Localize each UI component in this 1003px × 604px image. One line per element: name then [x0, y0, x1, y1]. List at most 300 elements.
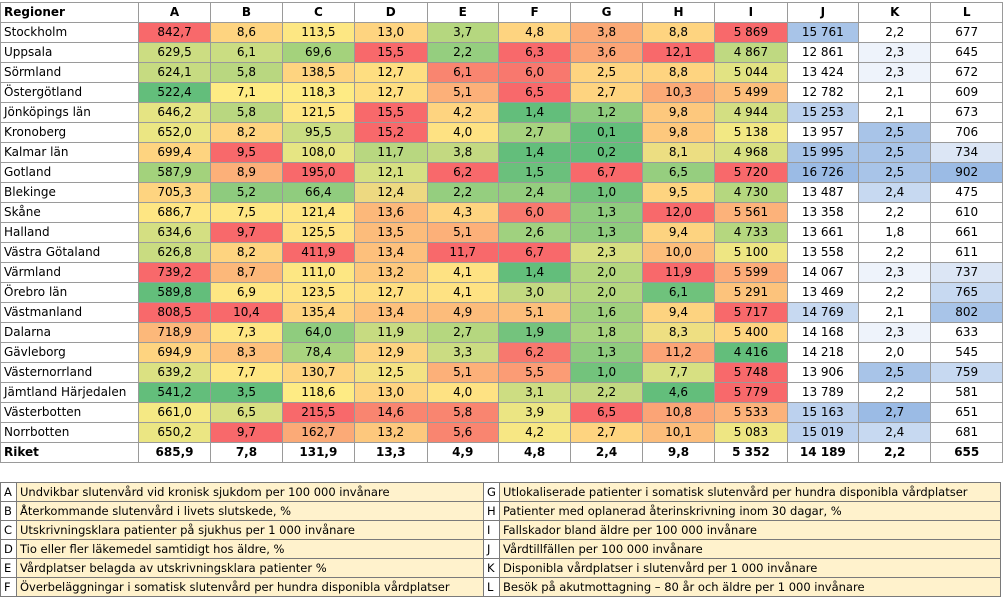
- value-cell: 581: [931, 383, 1003, 403]
- value-cell: 12,0: [642, 203, 714, 223]
- value-cell: 64,0: [282, 323, 354, 343]
- table-row: [1, 163, 1003, 183]
- value-cell: 5,1: [498, 303, 570, 323]
- value-cell: 2,1: [859, 103, 931, 123]
- table-row: [1, 363, 1003, 383]
- value-cell: 6,1: [642, 283, 714, 303]
- legend-row: [1, 578, 1001, 597]
- value-cell: 4,1: [427, 283, 498, 303]
- value-cell: 1,5: [498, 163, 570, 183]
- value-cell: 6,0: [498, 63, 570, 83]
- value-cell: 6,2: [498, 343, 570, 363]
- value-cell: 15 995: [787, 143, 858, 163]
- value-cell: 113,5: [282, 23, 354, 43]
- legend-key: J: [484, 540, 500, 559]
- value-cell: 4,8: [498, 23, 570, 43]
- value-cell: 14 218: [787, 343, 858, 363]
- column-header-i: I: [715, 3, 787, 23]
- value-cell: 8,3: [211, 343, 282, 363]
- legend-row: [1, 502, 1001, 521]
- value-cell: 4,6: [642, 383, 714, 403]
- value-cell: 10,1: [642, 423, 714, 443]
- value-cell: 9,7: [211, 423, 282, 443]
- value-cell: 6,0: [498, 203, 570, 223]
- value-cell: 2,0: [571, 263, 642, 283]
- value-cell: 130,7: [282, 363, 354, 383]
- value-cell: 5 561: [715, 203, 787, 223]
- column-header-e: E: [427, 3, 498, 23]
- value-cell: 118,3: [282, 83, 354, 103]
- value-cell: 6,1: [427, 63, 498, 83]
- value-cell: 626,8: [138, 243, 210, 263]
- value-cell: 2,7: [571, 83, 642, 103]
- table-row: [1, 63, 1003, 83]
- value-cell: 3,8: [427, 143, 498, 163]
- value-cell: 15 761: [787, 23, 858, 43]
- legend-row: [1, 559, 1001, 578]
- region-name: Kalmar län: [1, 143, 139, 163]
- value-cell: 1,9: [498, 323, 570, 343]
- value-cell: 5 044: [715, 63, 787, 83]
- value-cell: 10,8: [642, 403, 714, 423]
- total-value-cell: 9,8: [642, 443, 714, 463]
- value-cell: 13 558: [787, 243, 858, 263]
- legend-key: A: [1, 483, 17, 502]
- total-value-cell: 655: [931, 443, 1003, 463]
- region-name: Norrbotten: [1, 423, 139, 443]
- value-cell: 651: [931, 403, 1003, 423]
- value-cell: 2,2: [859, 283, 931, 303]
- value-cell: 95,5: [282, 123, 354, 143]
- value-cell: 7,7: [642, 363, 714, 383]
- value-cell: 739,2: [138, 263, 210, 283]
- region-name: Uppsala: [1, 43, 139, 63]
- table-row: [1, 83, 1003, 103]
- column-header-f: F: [498, 3, 570, 23]
- region-name: Västmanland: [1, 303, 139, 323]
- legend-text: Överbeläggningar i somatisk slutenvård per hundra disponibla vårdplatser: [17, 578, 484, 597]
- value-cell: 2,1: [859, 303, 931, 323]
- value-cell: 1,3: [571, 203, 642, 223]
- value-cell: 737: [931, 263, 1003, 283]
- value-cell: 1,8: [859, 223, 931, 243]
- value-cell: 11,7: [355, 143, 427, 163]
- value-cell: 4,3: [427, 203, 498, 223]
- value-cell: 3,1: [498, 383, 570, 403]
- value-cell: 2,3: [859, 63, 931, 83]
- value-cell: 624,1: [138, 63, 210, 83]
- value-cell: 6,9: [211, 283, 282, 303]
- value-cell: 4,2: [427, 103, 498, 123]
- table-row: [1, 143, 1003, 163]
- header-row: [1, 3, 1003, 23]
- value-cell: 589,8: [138, 283, 210, 303]
- region-name: Jämtland Härjedalen: [1, 383, 139, 403]
- value-cell: 12,7: [355, 63, 427, 83]
- table-row: [1, 343, 1003, 363]
- value-cell: 5 400: [715, 323, 787, 343]
- value-cell: 1,8: [571, 323, 642, 343]
- legend-key: B: [1, 502, 17, 521]
- value-cell: 759: [931, 363, 1003, 383]
- value-cell: 162,7: [282, 423, 354, 443]
- value-cell: 2,0: [571, 283, 642, 303]
- value-cell: 13,0: [355, 23, 427, 43]
- value-cell: 13,4: [355, 303, 427, 323]
- value-cell: 13 661: [787, 223, 858, 243]
- value-cell: 673: [931, 103, 1003, 123]
- legend-key: G: [484, 483, 500, 502]
- value-cell: 2,4: [859, 183, 931, 203]
- value-cell: 13 487: [787, 183, 858, 203]
- value-cell: 6,7: [498, 243, 570, 263]
- value-cell: 2,5: [859, 363, 931, 383]
- value-cell: 650,2: [138, 423, 210, 443]
- value-cell: 2,0: [859, 343, 931, 363]
- value-cell: 13 358: [787, 203, 858, 223]
- value-cell: 6,5: [498, 83, 570, 103]
- value-cell: 5,8: [211, 103, 282, 123]
- value-cell: 9,8: [642, 123, 714, 143]
- value-cell: 5 720: [715, 163, 787, 183]
- value-cell: 677: [931, 23, 1003, 43]
- value-cell: 541,2: [138, 383, 210, 403]
- value-cell: 14 168: [787, 323, 858, 343]
- value-cell: 5,5: [498, 363, 570, 383]
- value-cell: 1,6: [571, 303, 642, 323]
- table-row: [1, 183, 1003, 203]
- value-cell: 0,2: [571, 143, 642, 163]
- value-cell: 5 291: [715, 283, 787, 303]
- value-cell: 2,2: [859, 203, 931, 223]
- value-cell: 610: [931, 203, 1003, 223]
- value-cell: 15,5: [355, 43, 427, 63]
- value-cell: 12,7: [355, 83, 427, 103]
- value-cell: 2,4: [498, 183, 570, 203]
- value-cell: 123,5: [282, 283, 354, 303]
- value-cell: 5 100: [715, 243, 787, 263]
- value-cell: 78,4: [282, 343, 354, 363]
- region-name: Västernorrland: [1, 363, 139, 383]
- legend-key: F: [1, 578, 17, 597]
- value-cell: 5 083: [715, 423, 787, 443]
- value-cell: 4,2: [498, 423, 570, 443]
- column-header-g: G: [571, 3, 642, 23]
- value-cell: 9,5: [642, 183, 714, 203]
- value-cell: 14 067: [787, 263, 858, 283]
- value-cell: 4,9: [427, 303, 498, 323]
- value-cell: 69,6: [282, 43, 354, 63]
- value-cell: 802: [931, 303, 1003, 323]
- legend-key: I: [484, 521, 500, 540]
- value-cell: 672: [931, 63, 1003, 83]
- value-cell: 4,0: [427, 383, 498, 403]
- value-cell: 587,9: [138, 163, 210, 183]
- table-row: [1, 303, 1003, 323]
- value-cell: 12 782: [787, 83, 858, 103]
- table-row: [1, 403, 1003, 423]
- value-cell: 5,8: [211, 63, 282, 83]
- value-cell: 13,2: [355, 423, 427, 443]
- value-cell: 3,7: [427, 23, 498, 43]
- value-cell: 12,9: [355, 343, 427, 363]
- column-header-regioner: Regioner: [1, 3, 139, 23]
- column-header-c: C: [282, 3, 354, 23]
- value-cell: 2,5: [859, 163, 931, 183]
- value-cell: 705,3: [138, 183, 210, 203]
- table-row: [1, 283, 1003, 303]
- value-cell: 138,5: [282, 63, 354, 83]
- region-name: Stockholm: [1, 23, 139, 43]
- region-name: Östergötland: [1, 83, 139, 103]
- value-cell: 5 748: [715, 363, 787, 383]
- region-indicator-table: [0, 2, 1003, 463]
- value-cell: 7,3: [211, 323, 282, 343]
- value-cell: 12,5: [355, 363, 427, 383]
- value-cell: 2,2: [859, 383, 931, 403]
- value-cell: 4 867: [715, 43, 787, 63]
- value-cell: 15,2: [355, 123, 427, 143]
- region-name: Kronoberg: [1, 123, 139, 143]
- total-row: [1, 443, 1003, 463]
- legend-key: K: [484, 559, 500, 578]
- legend-text: Tio eller fler läkemedel samtidigt hos äldre, %: [17, 540, 484, 559]
- value-cell: 2,2: [427, 183, 498, 203]
- value-cell: 2,2: [427, 43, 498, 63]
- value-cell: 6,5: [571, 403, 642, 423]
- region-name: Dalarna: [1, 323, 139, 343]
- value-cell: 734: [931, 143, 1003, 163]
- value-cell: 13 424: [787, 63, 858, 83]
- value-cell: 652,0: [138, 123, 210, 143]
- column-header-d: D: [355, 3, 427, 23]
- table-row: [1, 23, 1003, 43]
- value-cell: 5 138: [715, 123, 787, 143]
- value-cell: 634,6: [138, 223, 210, 243]
- column-header-h: H: [642, 3, 714, 23]
- legend-key: L: [484, 578, 500, 597]
- value-cell: 8,1: [642, 143, 714, 163]
- value-cell: 11,9: [642, 263, 714, 283]
- value-cell: 1,2: [571, 103, 642, 123]
- total-value-cell: 685,9: [138, 443, 210, 463]
- value-cell: 5,1: [427, 83, 498, 103]
- value-cell: 15 163: [787, 403, 858, 423]
- value-cell: 2,7: [859, 403, 931, 423]
- value-cell: 686,7: [138, 203, 210, 223]
- value-cell: 5 869: [715, 23, 787, 43]
- value-cell: 2,1: [859, 83, 931, 103]
- value-cell: 706: [931, 123, 1003, 143]
- value-cell: 7,7: [211, 363, 282, 383]
- value-cell: 2,7: [498, 123, 570, 143]
- table-row: [1, 383, 1003, 403]
- value-cell: 6,7: [571, 163, 642, 183]
- value-cell: 8,8: [642, 63, 714, 83]
- column-header-l: L: [931, 3, 1003, 23]
- value-cell: 121,4: [282, 203, 354, 223]
- value-cell: 0,1: [571, 123, 642, 143]
- value-cell: 2,6: [498, 223, 570, 243]
- total-value-cell: 131,9: [282, 443, 354, 463]
- value-cell: 118,6: [282, 383, 354, 403]
- value-cell: 2,5: [859, 143, 931, 163]
- total-label: Riket: [1, 443, 139, 463]
- value-cell: 135,4: [282, 303, 354, 323]
- value-cell: 7,5: [211, 203, 282, 223]
- value-cell: 4 416: [715, 343, 787, 363]
- table-row: [1, 103, 1003, 123]
- value-cell: 15 253: [787, 103, 858, 123]
- value-cell: 611: [931, 243, 1003, 263]
- value-cell: 6,1: [211, 43, 282, 63]
- value-cell: 629,5: [138, 43, 210, 63]
- total-value-cell: 2,2: [859, 443, 931, 463]
- legend-key: H: [484, 502, 500, 521]
- value-cell: 5 533: [715, 403, 787, 423]
- value-cell: 646,2: [138, 103, 210, 123]
- table-row: [1, 423, 1003, 443]
- region-name: Gotland: [1, 163, 139, 183]
- value-cell: 66,4: [282, 183, 354, 203]
- value-cell: 2,3: [859, 43, 931, 63]
- value-cell: 9,4: [642, 223, 714, 243]
- total-value-cell: 13,3: [355, 443, 427, 463]
- legend-row: [1, 483, 1001, 502]
- value-cell: 195,0: [282, 163, 354, 183]
- legend-text: Besök på akutmottagning – 80 år och äldre per 1 000 invånare: [500, 578, 1001, 597]
- value-cell: 5 499: [715, 83, 787, 103]
- value-cell: 718,9: [138, 323, 210, 343]
- value-cell: 15 019: [787, 423, 858, 443]
- value-cell: 4,1: [427, 263, 498, 283]
- legend-key: C: [1, 521, 17, 540]
- value-cell: 6,5: [642, 163, 714, 183]
- value-cell: 13,5: [355, 223, 427, 243]
- value-cell: 1,3: [571, 223, 642, 243]
- region-name: Skåne: [1, 203, 139, 223]
- value-cell: 10,3: [642, 83, 714, 103]
- value-cell: 5,1: [427, 363, 498, 383]
- value-cell: 765: [931, 283, 1003, 303]
- value-cell: 108,0: [282, 143, 354, 163]
- table-row: [1, 43, 1003, 63]
- legend-text: Disponibla vårdplatser i slutenvård per 1 000 invånare: [500, 559, 1001, 578]
- value-cell: 12 861: [787, 43, 858, 63]
- value-cell: 16 726: [787, 163, 858, 183]
- value-cell: 411,9: [282, 243, 354, 263]
- value-cell: 12,1: [355, 163, 427, 183]
- legend-text: Patienter med oplanerad återinskrivning inom 30 dagar, %: [500, 502, 1001, 521]
- value-cell: 8,9: [211, 163, 282, 183]
- value-cell: 9,8: [642, 103, 714, 123]
- value-cell: 13,6: [355, 203, 427, 223]
- value-cell: 5 599: [715, 263, 787, 283]
- value-cell: 13,2: [355, 263, 427, 283]
- value-cell: 7,1: [211, 83, 282, 103]
- column-header-a: A: [138, 3, 210, 23]
- value-cell: 8,6: [211, 23, 282, 43]
- value-cell: 8,7: [211, 263, 282, 283]
- legend-text: Utlokaliserade patienter i somatisk slutenvård per hundra disponibla vårdplatser: [500, 483, 1001, 502]
- value-cell: 3,3: [427, 343, 498, 363]
- value-cell: 14,6: [355, 403, 427, 423]
- value-cell: 13 906: [787, 363, 858, 383]
- value-cell: 9,4: [642, 303, 714, 323]
- value-cell: 12,4: [355, 183, 427, 203]
- value-cell: 5,1: [427, 223, 498, 243]
- value-cell: 13 957: [787, 123, 858, 143]
- value-cell: 13 789: [787, 383, 858, 403]
- value-cell: 1,4: [498, 103, 570, 123]
- value-cell: 1,4: [498, 143, 570, 163]
- column-header-j: J: [787, 3, 858, 23]
- value-cell: 661: [931, 223, 1003, 243]
- value-cell: 121,5: [282, 103, 354, 123]
- legend-text: Vårdplatser belagda av utskrivningsklara patienter %: [17, 559, 484, 578]
- total-value-cell: 2,4: [571, 443, 642, 463]
- value-cell: 633: [931, 323, 1003, 343]
- value-cell: 8,8: [642, 23, 714, 43]
- value-cell: 2,5: [571, 63, 642, 83]
- value-cell: 215,5: [282, 403, 354, 423]
- value-cell: 902: [931, 163, 1003, 183]
- total-value-cell: 7,8: [211, 443, 282, 463]
- table-body: [1, 23, 1003, 463]
- value-cell: 4 944: [715, 103, 787, 123]
- value-cell: 1,4: [498, 263, 570, 283]
- value-cell: 3,6: [571, 43, 642, 63]
- value-cell: 2,2: [859, 243, 931, 263]
- value-cell: 694,9: [138, 343, 210, 363]
- value-cell: 699,4: [138, 143, 210, 163]
- value-cell: 2,4: [859, 423, 931, 443]
- region-name: Sörmland: [1, 63, 139, 83]
- value-cell: 4,0: [427, 123, 498, 143]
- value-cell: 6,5: [211, 403, 282, 423]
- value-cell: 5 779: [715, 383, 787, 403]
- value-cell: 3,0: [498, 283, 570, 303]
- legend-key: E: [1, 559, 17, 578]
- value-cell: 2,3: [859, 263, 931, 283]
- value-cell: 8,2: [211, 123, 282, 143]
- value-cell: 15,5: [355, 103, 427, 123]
- legend-row: [1, 540, 1001, 559]
- value-cell: 2,2: [859, 23, 931, 43]
- region-name: Örebro län: [1, 283, 139, 303]
- value-cell: 842,7: [138, 23, 210, 43]
- value-cell: 2,7: [571, 423, 642, 443]
- column-header-k: K: [859, 3, 931, 23]
- table-row: [1, 323, 1003, 343]
- value-cell: 5,2: [211, 183, 282, 203]
- region-name: Jönköpings län: [1, 103, 139, 123]
- value-cell: 10,4: [211, 303, 282, 323]
- value-cell: 1,0: [571, 183, 642, 203]
- value-cell: 11,2: [642, 343, 714, 363]
- value-cell: 12,1: [642, 43, 714, 63]
- value-cell: 545: [931, 343, 1003, 363]
- value-cell: 5,6: [427, 423, 498, 443]
- value-cell: 14 769: [787, 303, 858, 323]
- legend-text: Återkommande slutenvård i livets slutskede, %: [17, 502, 484, 521]
- legend-text: Utskrivningsklara patienter på sjukhus per 1 000 invånare: [17, 521, 484, 540]
- legend-row: [1, 521, 1001, 540]
- value-cell: 5,8: [427, 403, 498, 423]
- legend-text: Undvikbar slutenvård vid kronisk sjukdom per 100 000 invånare: [17, 483, 484, 502]
- legend-text: Vårdtillfällen per 100 000 invånare: [500, 540, 1001, 559]
- value-cell: 681: [931, 423, 1003, 443]
